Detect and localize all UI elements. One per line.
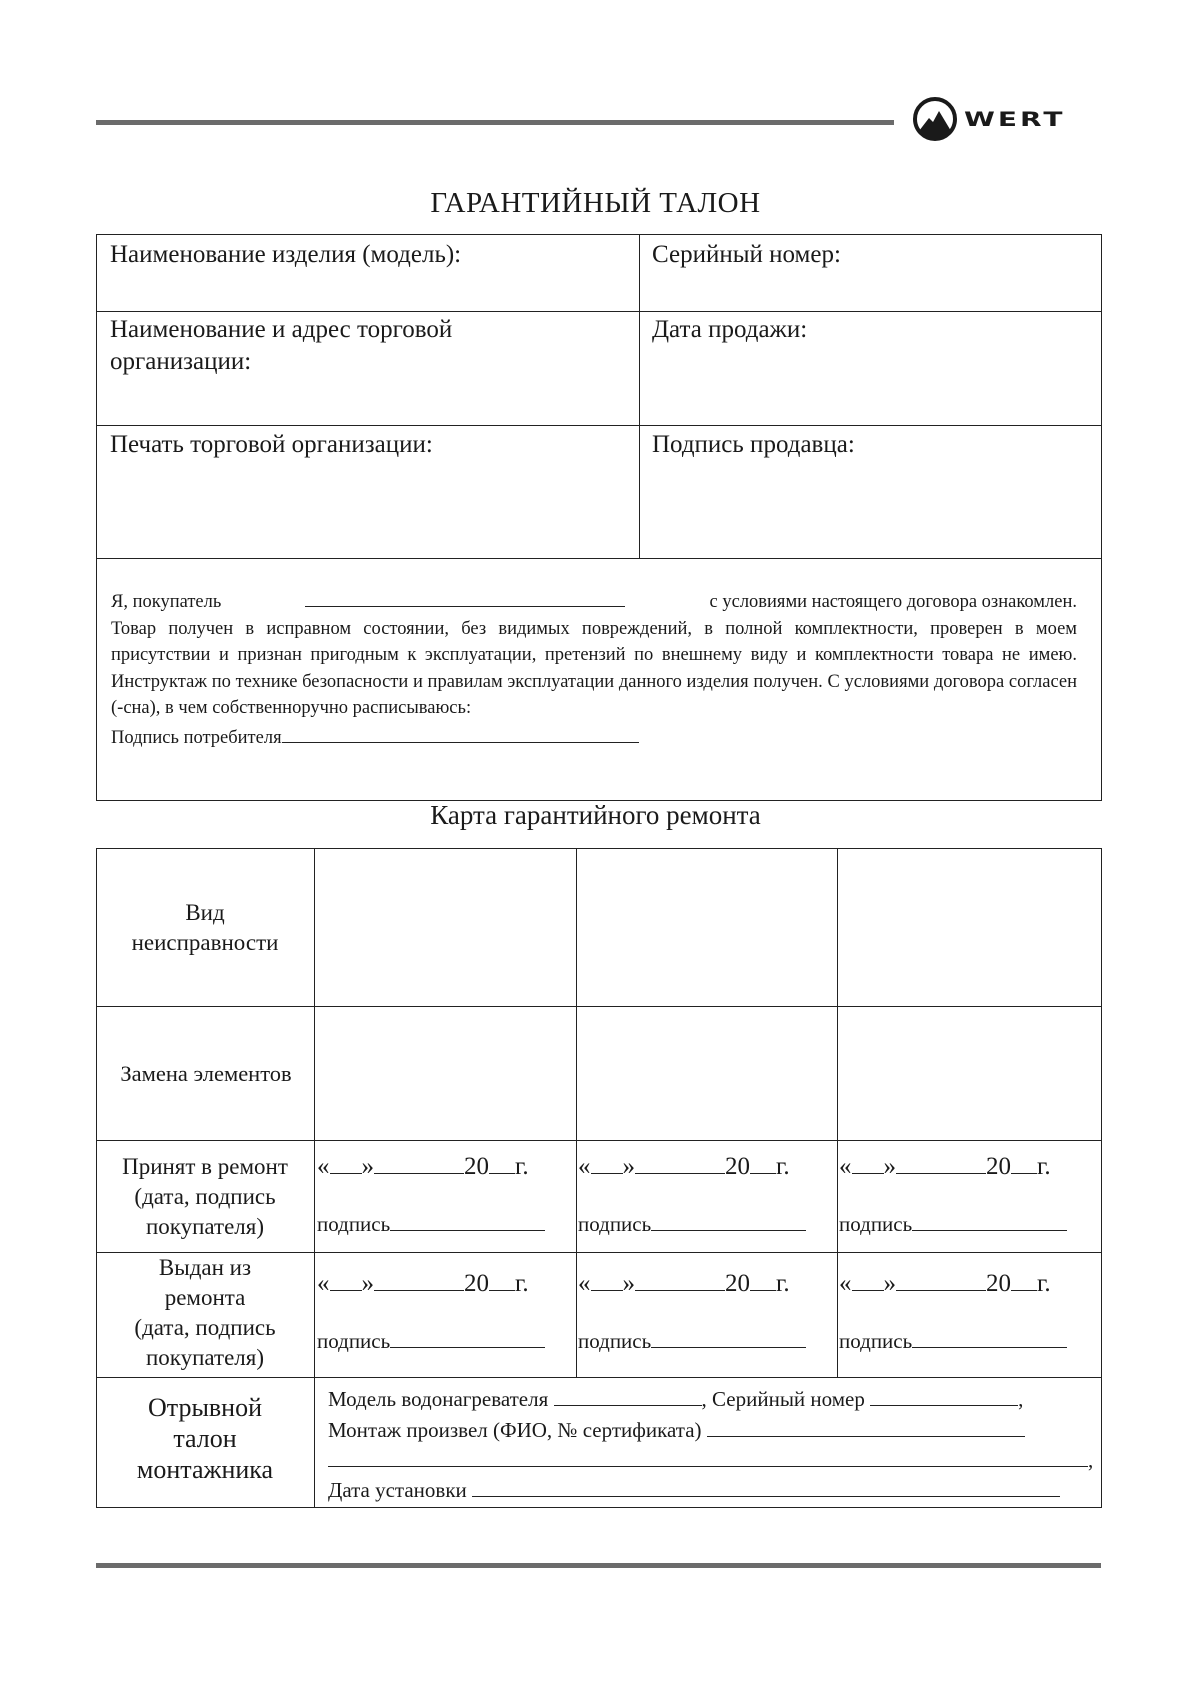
parts-cell-1[interactable] xyxy=(316,1008,574,1138)
accepted-line3: покупателя) xyxy=(145,1214,265,1239)
header-rule xyxy=(96,120,894,125)
year-blank[interactable] xyxy=(489,1268,515,1291)
year-suffix: г. xyxy=(515,1153,529,1180)
open-quote: « xyxy=(578,1270,591,1297)
install-date-label: Дата установки xyxy=(328,1478,467,1502)
close-quote: » xyxy=(361,1153,374,1180)
close-quote: » xyxy=(883,1270,896,1297)
signature-blank[interactable] xyxy=(390,1212,545,1231)
mountain-circle-icon xyxy=(912,96,958,142)
signature-blank[interactable] xyxy=(912,1212,1067,1231)
table-divider xyxy=(314,848,315,1508)
table-divider xyxy=(96,1140,1102,1141)
issued-line1: Выдан из xyxy=(158,1255,252,1280)
table-divider xyxy=(639,234,640,559)
day-blank[interactable] xyxy=(591,1151,623,1174)
seller-name-label-line1: Наименование и адрес торговой xyxy=(110,316,453,343)
open-quote: « xyxy=(839,1270,852,1297)
month-blank[interactable] xyxy=(635,1268,725,1291)
stub-installer-line xyxy=(328,1418,1025,1443)
stub-heading-line3: монтажника xyxy=(136,1455,274,1484)
year-blank[interactable] xyxy=(1011,1151,1037,1174)
day-blank[interactable] xyxy=(330,1268,362,1291)
day-blank[interactable] xyxy=(591,1268,623,1291)
table-divider xyxy=(576,848,577,1378)
product-name-field[interactable]: Наименование изделия (модель): xyxy=(110,241,462,268)
signature-label: подпись xyxy=(317,1329,391,1353)
table-divider xyxy=(96,1377,1102,1378)
month-blank[interactable] xyxy=(374,1268,464,1291)
signature-blank[interactable] xyxy=(912,1329,1067,1348)
consumer-signature-field[interactable] xyxy=(282,722,639,743)
seller-name-label-line2: организации: xyxy=(110,348,252,375)
issued-line4: покупателя) xyxy=(145,1345,265,1370)
page-title: ГАРАНТИЙНЫЙ ТАЛОН xyxy=(430,187,761,219)
month-blank[interactable] xyxy=(896,1268,986,1291)
installer-label: Монтаж произвел (ФИО, № сертификата) xyxy=(328,1418,702,1442)
buyer-name-field[interactable] xyxy=(305,586,625,607)
footer-rule xyxy=(96,1563,1101,1568)
installer-stub-heading xyxy=(98,1392,312,1485)
signature-blank[interactable] xyxy=(651,1329,806,1348)
year-prefix: 20 xyxy=(464,1153,489,1180)
repair-card-title: Карта гарантийного ремонта xyxy=(430,800,761,830)
stub-heading-line2: талон xyxy=(173,1424,237,1453)
issued-signature-1[interactable] xyxy=(317,1329,545,1354)
signature-label: подпись xyxy=(839,1212,913,1236)
year-suffix: г. xyxy=(1037,1153,1051,1180)
installer-field[interactable] xyxy=(707,1418,1025,1437)
year-suffix: г. xyxy=(1037,1270,1051,1297)
model-field[interactable] xyxy=(554,1387,702,1406)
accepted-line2: (дата, подпись xyxy=(134,1184,276,1209)
signature-label: подпись xyxy=(578,1329,652,1353)
issued-date-2[interactable] xyxy=(578,1268,790,1298)
table-divider xyxy=(96,558,1102,559)
buyer-suffix: с условиями настоящего договора ознакомлен. xyxy=(709,592,1077,612)
year-prefix: 20 xyxy=(986,1153,1011,1180)
issued-signature-2[interactable] xyxy=(578,1329,806,1354)
stub-installer-line-2: , xyxy=(328,1448,1093,1473)
fault-cell-1[interactable] xyxy=(316,850,574,1004)
installer-field-continued[interactable] xyxy=(328,1448,1088,1467)
accepted-date-3[interactable] xyxy=(839,1151,1051,1181)
seller-signature-field[interactable]: Подпись продавца: xyxy=(652,431,855,458)
month-blank[interactable] xyxy=(896,1151,986,1174)
issued-date-1[interactable] xyxy=(317,1268,529,1298)
open-quote: « xyxy=(839,1153,852,1180)
accepted-date-1[interactable] xyxy=(317,1151,529,1181)
year-blank[interactable] xyxy=(750,1268,776,1291)
serial-label: , Серийный номер xyxy=(701,1387,865,1411)
parts-cell-3[interactable] xyxy=(839,1008,1100,1138)
accepted-line1: Принят в ремонт xyxy=(122,1154,288,1179)
stub-model-serial-line: Модель водонагревателя , Серийный номер , xyxy=(328,1387,1024,1411)
year-prefix: 20 xyxy=(725,1270,750,1297)
brand-name: WERT xyxy=(964,107,1066,131)
stub-heading-line1: Отрывной xyxy=(147,1393,263,1422)
year-prefix: 20 xyxy=(725,1153,750,1180)
sale-date-field[interactable]: Дата продажи: xyxy=(652,316,808,343)
signature-label: подпись xyxy=(317,1212,391,1236)
table-divider xyxy=(96,311,1102,312)
close-quote: » xyxy=(622,1270,635,1297)
table-divider xyxy=(96,425,1102,426)
parts-replaced-header: Замена элементов xyxy=(120,1061,292,1086)
install-date-field[interactable] xyxy=(472,1478,1060,1497)
year-prefix: 20 xyxy=(986,1270,1011,1297)
open-quote: « xyxy=(317,1153,330,1180)
fault-type-header xyxy=(98,898,312,958)
brand-logo xyxy=(912,96,1065,142)
table-divider xyxy=(96,1006,1102,1007)
buyer-prefix: Я, покупатель xyxy=(111,592,222,612)
table-divider xyxy=(837,848,838,1378)
year-suffix: г. xyxy=(776,1270,790,1297)
month-blank[interactable] xyxy=(635,1151,725,1174)
year-suffix: г. xyxy=(776,1153,790,1180)
consumer-signature-label: Подпись потребителя xyxy=(111,727,282,748)
seller-stamp-field[interactable]: Печать торговой организации: xyxy=(110,431,433,458)
open-quote: « xyxy=(317,1270,330,1297)
stub-install-date-line xyxy=(328,1478,1060,1503)
year-blank[interactable] xyxy=(1011,1268,1037,1291)
year-prefix: 20 xyxy=(464,1270,489,1297)
year-blank[interactable] xyxy=(750,1151,776,1174)
signature-label: подпись xyxy=(578,1212,652,1236)
close-quote: » xyxy=(883,1153,896,1180)
accepted-header xyxy=(98,1152,312,1242)
model-label: Модель водонагревателя xyxy=(328,1387,549,1411)
accepted-signature-3[interactable] xyxy=(839,1212,1067,1237)
accepted-signature-1[interactable] xyxy=(317,1212,545,1237)
fault-type-line2: неисправности xyxy=(131,930,279,955)
fault-type-line1: Вид xyxy=(185,900,225,925)
close-quote: » xyxy=(361,1270,374,1297)
issued-line3: (дата, подпись xyxy=(134,1315,276,1340)
accepted-signature-2[interactable] xyxy=(578,1212,806,1237)
issued-header xyxy=(98,1253,312,1373)
day-blank[interactable] xyxy=(330,1151,362,1174)
month-blank[interactable] xyxy=(374,1151,464,1174)
day-blank[interactable] xyxy=(852,1268,884,1291)
parts-cell-2[interactable] xyxy=(578,1008,835,1138)
accepted-date-2[interactable] xyxy=(578,1151,790,1181)
serial-number-field[interactable]: Серийный номер: xyxy=(652,241,841,268)
issued-signature-3[interactable] xyxy=(839,1329,1067,1354)
year-blank[interactable] xyxy=(489,1151,515,1174)
open-quote: « xyxy=(578,1153,591,1180)
seller-name-field[interactable] xyxy=(110,314,452,378)
fault-cell-3[interactable] xyxy=(839,850,1100,1004)
signature-blank[interactable] xyxy=(651,1212,806,1231)
consent-section xyxy=(111,586,1077,751)
issued-line2: ремонта xyxy=(164,1285,246,1310)
year-suffix: г. xyxy=(515,1270,529,1297)
consent-body: Товар получен в исправном состоянии, без видимых повреждений, в полной комплектности, проверен в моем присутствии и признан пригодным к эксплуатации, претензий по внешнему виду и комплектности товара не имею. Инструктаж по технике безопасности и правилам эксплуатации данного изделия получен. С условиями договора согласен (-сна), в чем собственноручно расписываюсь: xyxy=(111,618,1077,718)
serial-field[interactable] xyxy=(870,1387,1018,1406)
signature-blank[interactable] xyxy=(390,1329,545,1348)
issued-date-3[interactable] xyxy=(839,1268,1051,1298)
day-blank[interactable] xyxy=(852,1151,884,1174)
fault-cell-2[interactable] xyxy=(578,850,835,1004)
close-quote: » xyxy=(622,1153,635,1180)
signature-label: подпись xyxy=(839,1329,913,1353)
